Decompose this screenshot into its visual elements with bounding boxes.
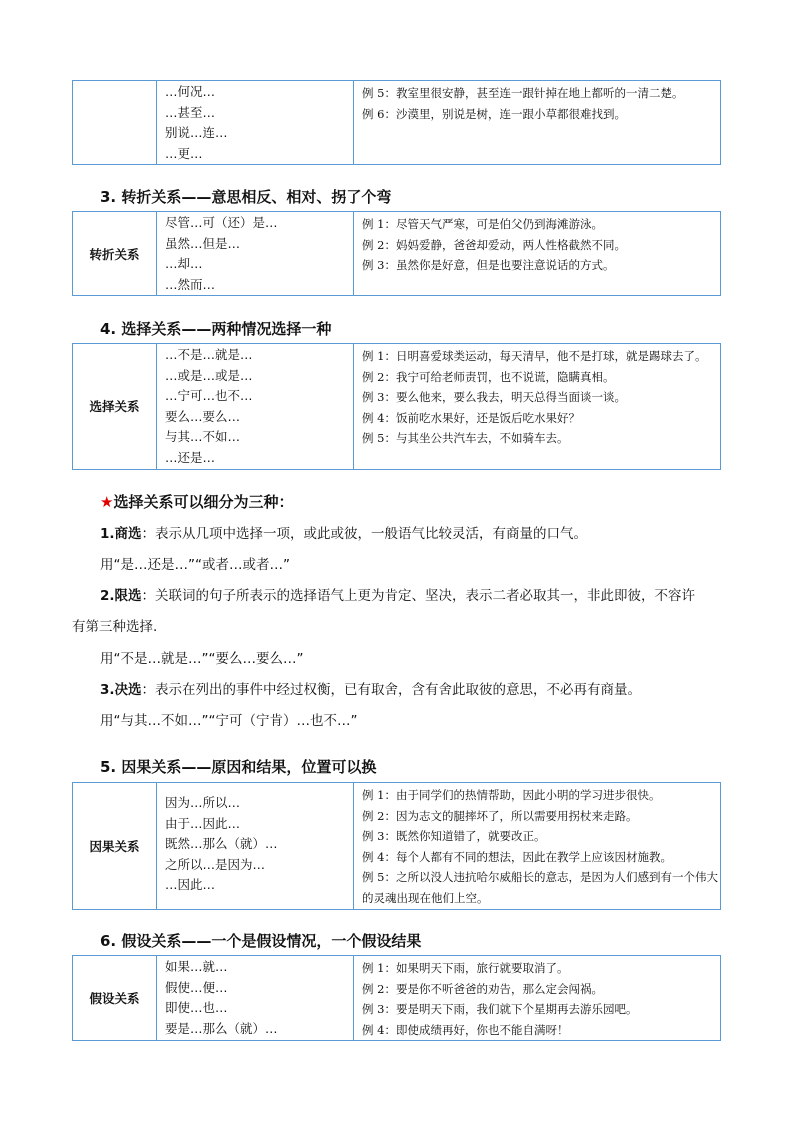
note-usage: 用“与其…不如…”“宁可（宁肯）…也不…” — [100, 713, 358, 729]
example-item: 例 4：饭前吃水果好，还是饭后吃水果好？ — [362, 410, 580, 425]
example-cell — [354, 344, 721, 470]
pattern-item: …宁可…也不… — [165, 388, 253, 404]
pattern-item: 既然…那么（就）… — [165, 836, 278, 852]
example-item: 例 2：因为志文的腿摔坏了，所以需要用拐杖来走路。 — [362, 808, 638, 823]
example-item: 例 3：要是明天下雨，我们就下个星期再去游乐园吧。 — [362, 1002, 638, 1017]
pattern-item: 假使…便… — [165, 979, 228, 995]
category-cell: 选择关系 — [73, 344, 157, 470]
pattern-item: 尽管…可（还）是… — [165, 215, 278, 230]
pattern-item: 要么…要么… — [165, 408, 241, 424]
pattern-item: …却… — [165, 256, 203, 272]
pattern-item: 因为…所以… — [165, 795, 241, 810]
example-item: 例 1：日明喜爱球类运动，每天清早，他不是打球，就是踢球去了。 — [362, 349, 707, 363]
pattern-cell — [157, 81, 354, 165]
pattern-item: …甚至… — [165, 104, 216, 120]
example-item: 例 4：即使成绩再好，你也不能自满呀！ — [362, 1022, 569, 1037]
category-cell: 转折关系 — [73, 212, 157, 296]
pattern-item: 虽然…但是… — [165, 235, 241, 251]
example-item: 例 2：我宁可给老师责罚，也不说谎，隐瞒真相。 — [362, 369, 615, 384]
category-cell: 因果关系 — [73, 783, 157, 910]
example-item: 例 3：要么他来，要么我去，明天总得当面谈一谈。 — [362, 390, 626, 405]
example-cell — [354, 956, 721, 1041]
pattern-item: …不是…就是… — [165, 347, 253, 362]
section-title: 6. 假设关系——一个是假设情况，一个假设结果 — [100, 932, 422, 950]
example-item: 例 1：由于同学们的热情帮助，因此小明的学习进步很快。 — [362, 788, 661, 802]
pattern-item: 别说…连… — [165, 125, 228, 141]
pattern-item: 如果…就… — [165, 959, 228, 974]
pattern-item: …还是… — [165, 449, 216, 465]
note-paragraph — [100, 678, 641, 698]
pattern-cell — [157, 344, 354, 470]
example-item: 例 5：与其坐公共汽车去，不如骑车去。 — [362, 431, 569, 446]
causal-table — [72, 782, 721, 910]
example-item: 例 4：每个人都有不同的想法，因此在教学上应该因材施教。 — [362, 849, 672, 864]
note-label: 2.限选 — [100, 588, 142, 604]
category-cell: 假设关系 — [73, 956, 157, 1041]
example-item: 例 1：如果明天下雨，旅行就要取消了。 — [362, 961, 569, 975]
note-text: ：表示从几项中选择一项，或此或彼，一般语气比较灵活，有商量的口气。 — [141, 526, 588, 542]
note-paragraph — [100, 522, 587, 542]
pattern-item: 之所以…是因为… — [165, 856, 266, 872]
example-item: 例 5：之所以没人违抗哈尔威船长的意志，是因为人们感到有一个伟大的灵魂出现在他们上空。 — [362, 870, 718, 905]
note-continuation: 有第三种选择. — [72, 619, 158, 635]
section-title: 5. 因果关系——原因和结果，位置可以换 — [100, 758, 377, 776]
pattern-item: …更… — [165, 145, 203, 161]
alternative-table — [72, 343, 721, 470]
section-title: 3. 转折关系——意思相反、相对、拐了个弯 — [100, 188, 392, 206]
note-label: 1.商选 — [100, 526, 142, 542]
hypothetical-table — [72, 955, 721, 1041]
pattern-cell — [157, 956, 354, 1041]
example-item: 例 1：尽管天气严寒，可是伯父仍到海滩游泳。 — [362, 217, 603, 231]
note-text: ：表示在列出的事件中经过权衡，已有取舍，含有舍此取彼的意思，不必再有商量。 — [141, 682, 642, 698]
pattern-item: 由于…因此… — [165, 815, 241, 831]
star-icon: ★ — [100, 493, 114, 511]
adversative-table — [72, 211, 721, 296]
pattern-item: 即使…也… — [165, 1000, 228, 1016]
example-item: 例 3：虽然你是好意，但是也要注意说话的方式。 — [362, 258, 615, 273]
note-label: 3.决选 — [100, 682, 142, 698]
example-cell — [354, 783, 721, 910]
pattern-cell — [157, 212, 354, 296]
example-item: 例 3：既然你知道错了，就要改正。 — [362, 829, 546, 844]
example-item: 例 2：要是你不听爸爸的劝告，那么定会闯祸。 — [362, 981, 603, 996]
example-cell — [354, 212, 721, 296]
note-heading — [100, 491, 293, 512]
pattern-item: 与其…不如… — [165, 429, 241, 445]
pattern-item: 要是…那么（就）… — [165, 1020, 278, 1036]
note-heading-text: 选择关系可以细分为三种： — [113, 493, 294, 511]
pattern-item: …因此… — [165, 877, 216, 893]
pattern-item: …何况… — [165, 84, 216, 99]
category-cell — [73, 81, 157, 165]
note-usage: 用“不是…就是…”“要么…要么…” — [100, 651, 304, 667]
note-text: ：关联词的句子所表示的选择语气上更为肯定、坚决，表示二者必取其一，非此即彼，不容许 — [141, 588, 696, 604]
section-title: 4. 选择关系——两种情况选择一种 — [100, 320, 332, 338]
example-item: 例 2：妈妈爱静，爸爸却爱动，两人性格截然不同。 — [362, 237, 626, 252]
note-paragraph — [100, 584, 695, 604]
example-cell — [354, 81, 721, 165]
pattern-item: …然而… — [165, 276, 216, 292]
note-usage: 用“是…还是…”“或者…或者…” — [100, 557, 290, 573]
example-item: 例 5：教室里很安静，甚至连一跟针掉在地上都听的一清二楚。 — [362, 86, 684, 100]
pattern-cell — [157, 783, 354, 910]
example-item: 例 6：沙漠里，别说是树，连一跟小草都很难找到。 — [362, 106, 626, 121]
progressive-table — [72, 80, 721, 165]
pattern-item: …或是…或是… — [165, 367, 253, 383]
